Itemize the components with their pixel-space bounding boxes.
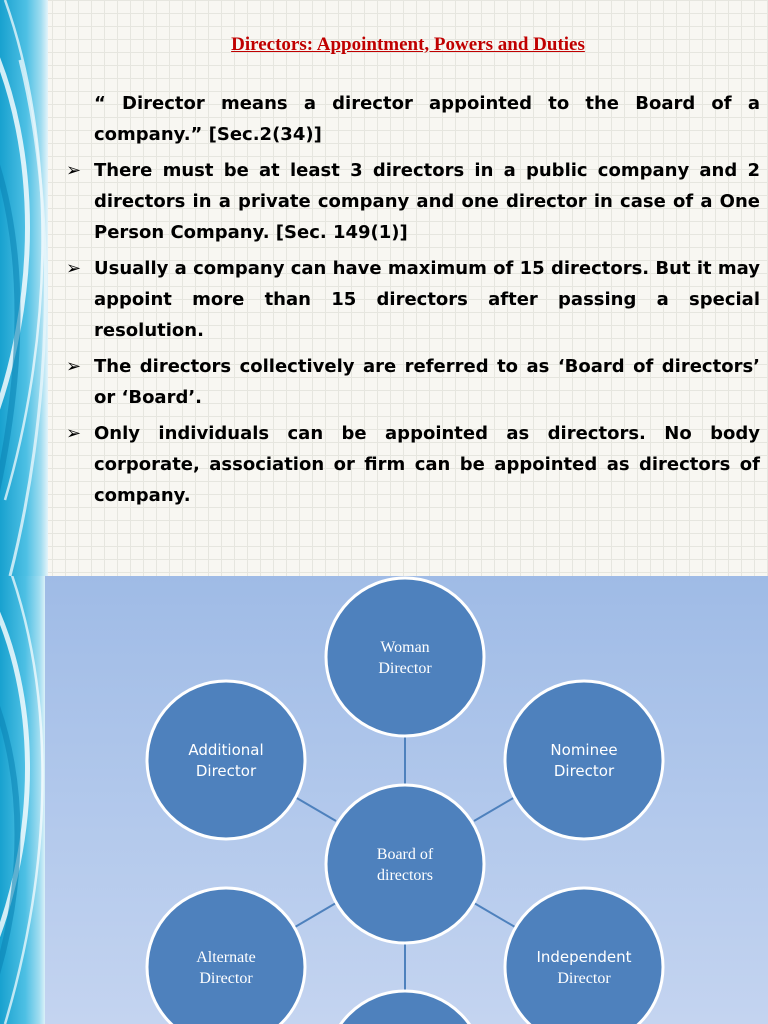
node-label: Alternate [196, 949, 256, 966]
node-nominee-director [505, 681, 663, 839]
node-label: Director [553, 762, 615, 780]
bullet-text: There must be at least 3 directors in a public company and 2 directors in a private company and one director in case of a One Person Company. [Sec. 149(1)] [94, 160, 760, 243]
bullet-item [66, 351, 760, 413]
node-label: Nominee [550, 741, 618, 759]
connector-line [474, 903, 515, 927]
bullet-item [66, 155, 760, 248]
bullet-text: The directors collectively are referred to as ‘Board of directors’ or ‘Board’. [94, 356, 760, 408]
bullet-item [66, 418, 760, 511]
decorative-swoosh [0, 0, 48, 576]
node-label: Board of [376, 846, 434, 863]
connector-line [295, 797, 336, 821]
content-body [66, 88, 760, 516]
arrowhead-bullet-icon: ➢ [66, 258, 82, 279]
node-label: directors [377, 867, 433, 884]
bullet-item [66, 253, 760, 346]
node-label: Independent [536, 948, 632, 966]
definition-text: “ Director means a director appointed to the Board of a company.” [Sec.2(34)] [94, 93, 760, 145]
arrowhead-bullet-icon: ➢ [66, 356, 82, 377]
node-alternate-director [147, 888, 305, 1024]
node-woman-director [326, 578, 484, 736]
slide-types-of-directors [0, 576, 768, 1024]
node-label: Director [199, 970, 253, 987]
bullet-text: Usually a company can have maximum of 15 directors. But it may appoint more than 15 directors after passing a special resolution. [94, 258, 760, 341]
node-label: Director [557, 970, 611, 987]
node-additional-director [147, 681, 305, 839]
node-label: Director [195, 762, 257, 780]
director-types-diagram [0, 576, 768, 1024]
connector-line [474, 797, 515, 821]
node-board-of-directors [326, 785, 484, 943]
node-bottom-partial [326, 991, 484, 1024]
node-label: Director [378, 660, 432, 677]
slide-title: Directors: Appointment, Powers and Duties [231, 34, 585, 55]
node-label: Additional [188, 741, 264, 759]
bullet-text: Only individuals can be appointed as directors. No body corporate, association or firm can be appointed as directors of company. [94, 423, 760, 506]
arrowhead-bullet-icon: ➢ [66, 423, 82, 444]
definition-paragraph [66, 88, 760, 150]
node-independent-director [505, 888, 663, 1024]
connector-line [295, 903, 336, 927]
node-label: Woman [380, 639, 430, 656]
arrowhead-bullet-icon: ➢ [66, 160, 82, 181]
